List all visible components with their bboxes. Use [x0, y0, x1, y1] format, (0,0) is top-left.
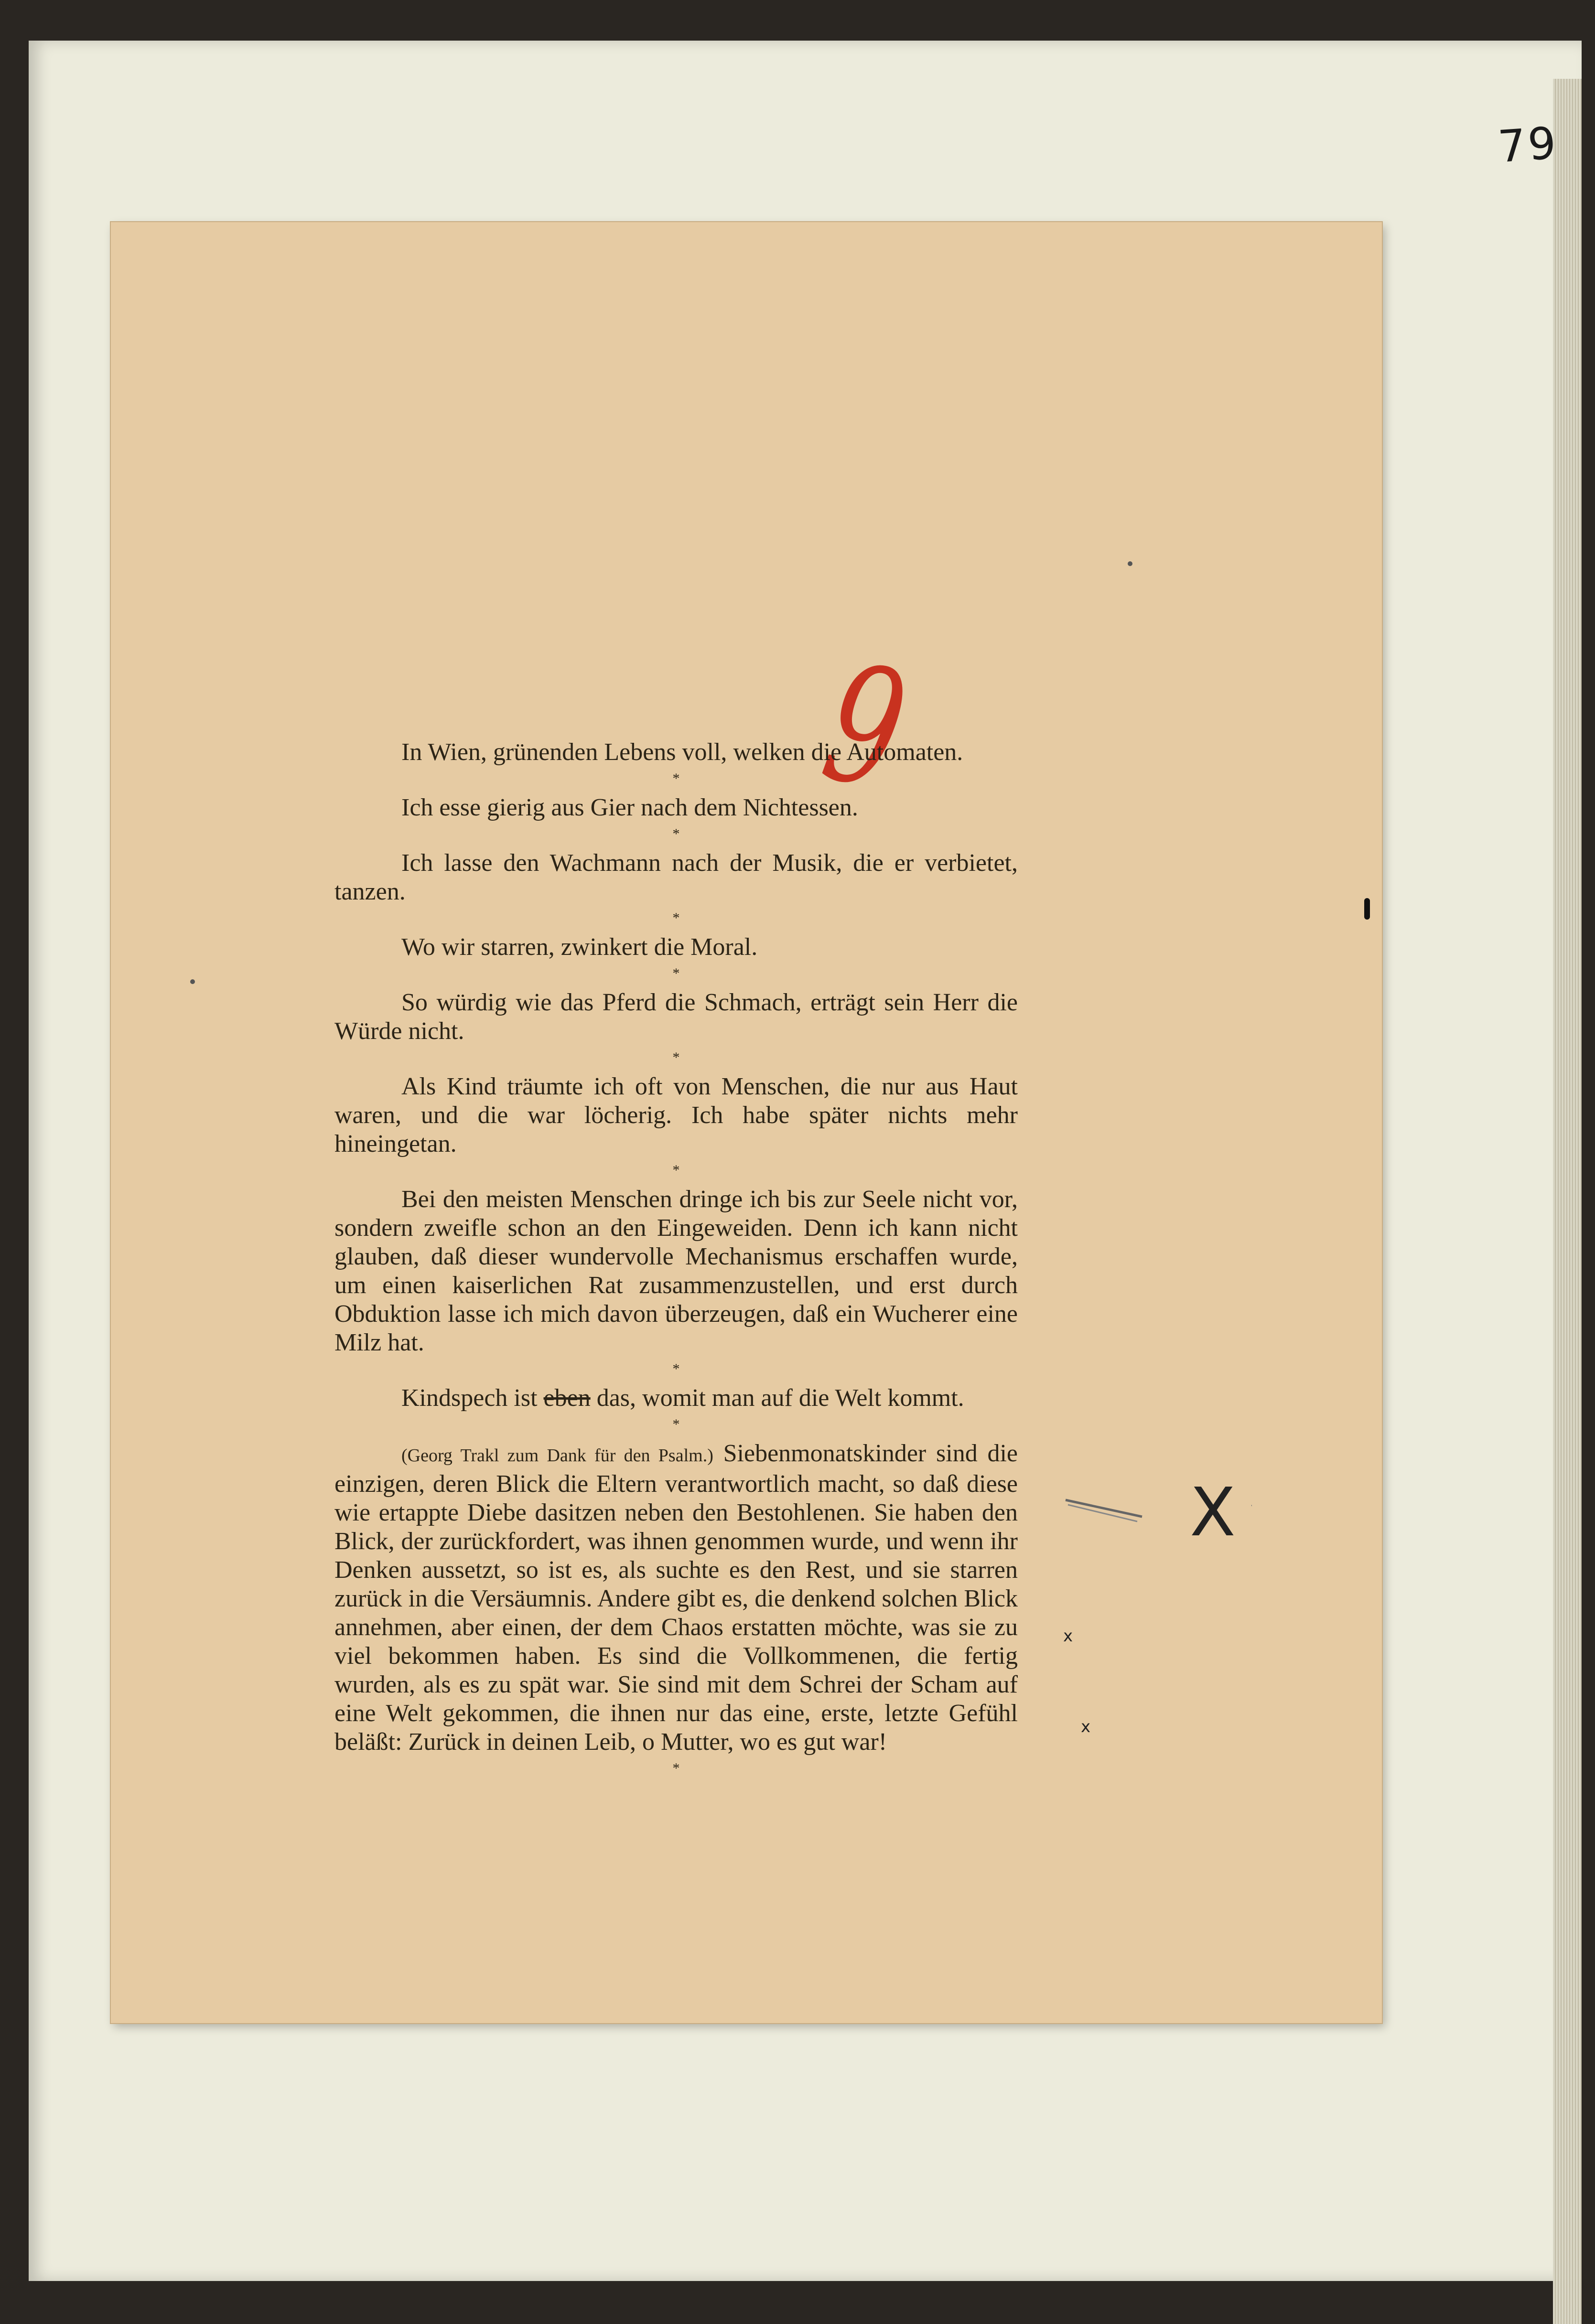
margin-x-mark: X [1190, 1474, 1236, 1552]
aphorism-1: In Wien, grünenden Lebens voll, welken die Automaten. [401, 739, 963, 766]
separator-star: * [672, 1760, 680, 1776]
aphorism-9-text: Siebenmonatskinder sind die einzigen, deren Blick die Eltern verantwortlich macht, so daß diese wie ertappte Diebe dasitzen neben den Bestohlenen. Sie haben den Blick, der zurückfordert, was ihnen genommen wurde, und wenn ihr Denken aussetzt, so ist es, als suchte es den Rest, und sie starren zurück in die Versäumnis. Andere gibt es, die denkend solchen Blick annehmen, aber einen, der dem Chaos erstatten möchte, was sie zu viel bekommen haben. Es sind die Vollkommenen, die fertig wurden, als es zu spät war. Sie sind mit dem Schrei der Scham auf eine Welt gekommen, die ihnen nur das eine, erste, letzte Gefühl beläßt: Zurück in deinen Leib, o Mutter, wo es gut war! [334, 1440, 1018, 1756]
separator-star: * [672, 910, 680, 926]
ink-speck [190, 979, 195, 984]
small-x-mark: x [1081, 1717, 1091, 1736]
separator-star: * [672, 771, 680, 786]
aphorism-7: Bei den meisten Menschen dringe ich bis zur Seele nicht vor, sondern zweifle schon an den Eingeweiden. Denn ich kann nicht glauben, daß dieser wundervolle Mechanismus erschaffen wurde, um einen kaiserlichen Rat zusammenzustellen, und erst durch Obduktion lasse ich mich davon überzeugen, daß ein Wucherer eine Milz hat. [334, 1186, 1018, 1356]
separator-star: * [672, 1416, 680, 1432]
struck-word: eben [543, 1384, 591, 1412]
page-edges [1553, 79, 1582, 2324]
separator-star: * [672, 1162, 680, 1178]
dedication-note: (Georg Trakl zum Dank für den Psalm.) [401, 1446, 713, 1466]
small-x-mark: x [1063, 1627, 1073, 1646]
separator-star: * [672, 965, 680, 981]
aphorism-2: Ich esse gierig aus Gier nach dem Nichtessen. [401, 794, 858, 821]
ink-speck [1128, 561, 1132, 566]
aphorism-6: Als Kind träumte ich oft von Menschen, die nur aus Haut waren, und die war löcherig. Ich habe später nichts mehr hineingetan. [334, 1073, 1018, 1157]
separator-star: * [672, 1050, 680, 1065]
red-handwritten-numeral: 9 [809, 627, 920, 828]
aphorism-3: Ich lasse den Wachmann nach der Musik, die er verbietet, tanzen. [334, 849, 1018, 905]
aphorism-8-after: das, womit man auf die Welt kommt. [590, 1384, 964, 1412]
aphorism-4: Wo wir starren, zwinkert die Moral. [401, 933, 758, 961]
aphorism-5: So würdig wie das Pferd die Schmach, erträgt sein Herr die Würde nicht. [334, 989, 1018, 1045]
folio-number: 79 [1496, 117, 1560, 173]
separator-star: * [672, 1361, 680, 1377]
aphorism-column [334, 738, 1018, 1783]
separator-star: * [672, 826, 680, 842]
ink-speck [1364, 898, 1370, 920]
aphorism-8-before: Kindspech ist [401, 1384, 544, 1412]
aphorism-8 [334, 1384, 1018, 1413]
aphorism-9 [334, 1439, 1018, 1756]
